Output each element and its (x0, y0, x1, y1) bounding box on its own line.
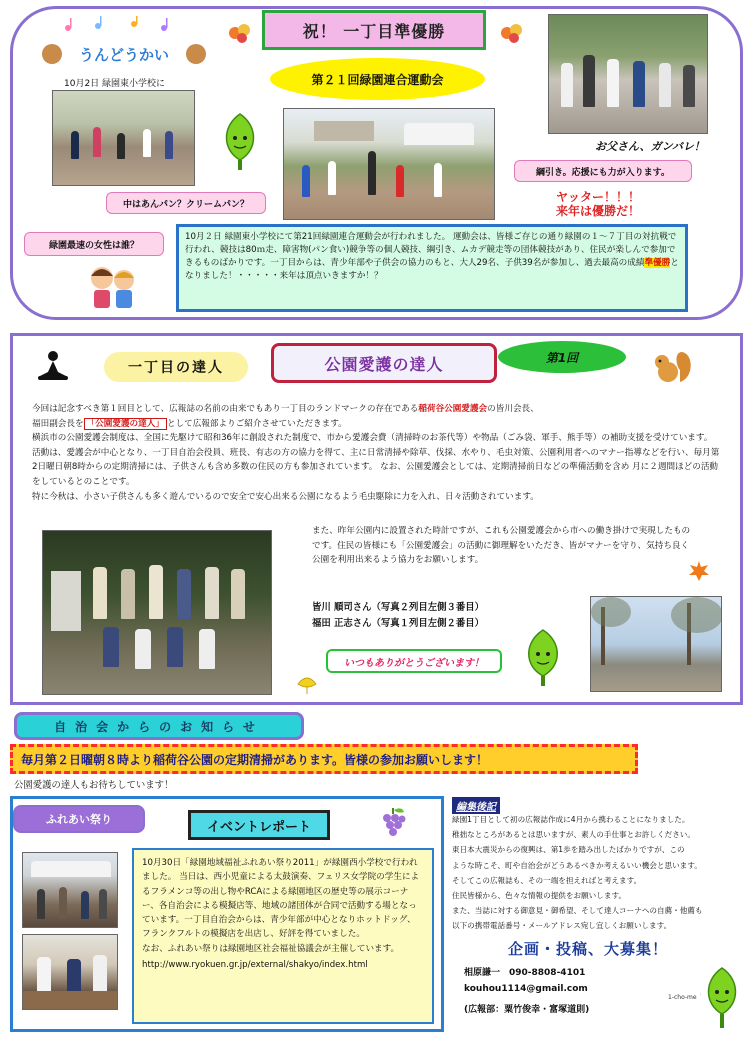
festival-url-link[interactable]: http://www.ryokuen.gr.jp/external/shakyo/index.html (142, 960, 368, 971)
contact-info (464, 966, 589, 1019)
editor-line: また、当誌に対する御意見・御希望、そして達人コーナへの自薦・他薦も (452, 906, 703, 916)
notice-subtext: 公園愛護の達人もお待ちしています！ (14, 780, 174, 791)
svg-text:うんどうかい: うんどうかい (78, 46, 170, 64)
cheer-exclamation (556, 190, 640, 218)
squirrel-icon (650, 348, 694, 386)
festival-tent-photo (22, 852, 118, 928)
system-paragraph: 横浜市の公園愛護会制度は、全国に先駆けて昭和36年に創設された制度で、市から愛護会費（清掃時のお茶代等）や物品（ごみ袋、軍手、熊手等）の補助支援を受けています。 (32, 433, 713, 444)
cheer-line-2: 来年は優勝だ！ (556, 204, 641, 218)
staff-names: (広報部：粟竹俊幸・富塚道則) (464, 1005, 590, 1015)
vice-chairman-name: 福田 正志さん（写真１列目左側２番目） (312, 618, 485, 629)
editors-note-title: 編集後記 (452, 797, 500, 814)
intro-text: の皆川会長、 (487, 404, 539, 414)
food-stall-photo (22, 934, 118, 1010)
tug-of-war-callout: 綱引き。応援にも力が入ります。 (514, 160, 692, 182)
leaf-mascot-icon (520, 628, 566, 688)
tug-of-war-photo (548, 14, 708, 134)
cheer-caption: お父さん、ガンバレ！ (595, 140, 705, 153)
leaf-mascot-icon (700, 966, 744, 1032)
intro-paragraph (32, 402, 722, 431)
autumn-paragraph: 特に今秋は、小さい子供さんも多く遊んでいるので安全で安心出来る公園になるよう毛虫駆除に力を入れ、日々活動されています。 (32, 491, 539, 502)
leaf-mascot-icon (218, 112, 262, 172)
mascot-label: 1-cho-me (668, 994, 697, 1001)
editor-line: そしてこの広報誌も、その一端を担えればと考えます。 (452, 875, 642, 885)
cleaning-notice: 毎月第２日曜朝８時より稲荷谷公園の定期清掃があります。皆様の参加お願いします！ (10, 744, 638, 774)
intro-text: 今回は記念すべき第１回目として、広報誌の名前の由来でもあり一丁目のランドマークの存在である (32, 404, 419, 414)
result-highlight: 準優勝 (644, 258, 671, 268)
festival-organizer-text: なお、ふれあい祭りは緑園地区社会福祉協議会が主催しています。 (142, 943, 400, 954)
issue-number-badge: 第1回 (498, 341, 626, 373)
editor-line: ような時こそ、町や自治会がどうあるべきか考えるいい機会と思います。 (452, 860, 702, 870)
clock-paragraph: また、昨年公園内に設置された時計ですが、これも公園愛護会から市への働き掛けで実現したものです。住民の皆様にも「公園愛護会」の活動に御理解をいただき、皆がマナーを守り、気持ち良く公園を利用出来るよう協力をお願いします。 (312, 526, 691, 566)
grapes-icon (378, 806, 408, 840)
fastest-woman-callout: 緑園最速の女性は誰？ (24, 232, 164, 256)
flower-decoration-icon (228, 22, 252, 44)
festival-text: 10月30日「緑園地域福祉ふれあい祭り2011」が緑園西小学校で行われました。 当日は、西小児童による太鼓演奏、フェリス女学院の学生によるフラメンコ等の出し物やRCAによる緑園地区の歴史等の展示コーナー、各自治会による模擬店等、地域の諸団体が合同で活動する場となっています。一丁目自治会からは、青少年部が中心となりホットドッグ、フランクフルトの模擬店を出店し、好評を得ていました。 (142, 858, 420, 940)
editor-line: 東日本大震災からの復興は、第1歩を踏み出したばかりですが、この (452, 845, 685, 855)
ginkgo-leaf-icon (296, 676, 318, 696)
report-text-end: となりました！・・・・・来年は頂点いきますか！？ (185, 258, 679, 281)
maple-leaf-icon (688, 560, 710, 582)
festival-label: ふれあい祭り (13, 805, 145, 833)
flower-decoration-icon (500, 22, 524, 44)
report-text: 10月２日 緑園東小学校にて第21回緑園連合運動会が行われました。 運動会は、皆様ご存じの通り緑園の１〜７丁目の対抗戦で行われ、競技は80ｍ走、障害物(パン食い)競争等の個人競技、綱引き、ムカデ競走等の団体競技があり、住民が楽しんで参加できるものばかりです。一丁目からは、青少年部や子供会の協力のもと、大人29名、子供39名が参加し、過去最高の成績 (185, 232, 677, 268)
sports-day-report (176, 224, 688, 312)
activity-paragraph: 活動は、愛護会が中心となり、一丁目自治会役員、班長、有志の方の協力を得て、主に日常清掃や除草、伐採、水やり、毛虫対策、公園利用者へのマナー指導などを行い、毎月第2日曜日朝8時からの定期清掃には、子供さんも含め多数の住民の方も参加されています。 なお、公園愛護会としては、定期清掃前日などの準備活動を含め 月に２週間ほどの活動をしているとのことです。 (32, 447, 720, 487)
master-label-highlight: 「公園愛護の達人」 (84, 418, 167, 430)
association-name: 稲荷谷公園愛護会 (418, 404, 488, 414)
notice-title: 自治会からのお知らせ (14, 712, 304, 740)
association-group-photo (42, 530, 272, 695)
children-mascot-icon (84, 262, 140, 312)
festival-report (132, 848, 434, 1024)
meditation-figure-icon (36, 350, 70, 384)
event-report-title: イベントレポート (188, 810, 330, 840)
editor-line: 緑園1丁目として初の広報誌作成に4月から携わることになりました。 (452, 815, 690, 824)
intro-text: 福田副会長を (32, 418, 84, 429)
park-master-title: 公園愛護の達人 (271, 343, 497, 383)
contact-email[interactable]: kouhou1114@gmail.com (464, 983, 588, 994)
recruit-heading: 企画・投稿、大募集！ (508, 940, 669, 958)
svg-text:1-cho-me (700, 991, 701, 998)
park-master-intro (32, 402, 722, 504)
bread-race-callout: 中はあんパン？クリームパン？ (106, 192, 266, 214)
member-names (312, 600, 484, 632)
editors-note-text (452, 812, 752, 934)
sports-ground-photo (283, 108, 495, 220)
cheer-line-1: ヤッター！！！ (556, 190, 641, 204)
race-photo (52, 90, 195, 186)
sports-day-logo (38, 16, 210, 70)
event-title: 第２１回緑園連合運動会 (270, 58, 485, 100)
contact-phone: 相原謙一 090-8808-4101 (464, 968, 586, 978)
editor-line: 住民皆様から、色々な情報の提供をお願いします。 (452, 891, 627, 901)
photo-caption: 10月2日 緑園東小学校に (64, 79, 166, 89)
thanks-callout: いつもありがとうございます！ (326, 649, 502, 673)
park-photo (590, 596, 722, 692)
runner-up-banner: 祝！ 一丁目準優勝 (262, 10, 486, 50)
master-corner-label: 一丁目の達人 (104, 352, 248, 382)
chairman-name: 皆川 順司さん（写真２列目左側３番目） (312, 602, 485, 613)
editor-line: 以下の携帯電話番号・メールアドレス宛し宜しくお願いします。 (452, 921, 672, 931)
intro-text: として広報部よりご紹介させていただきます。 (166, 418, 347, 429)
editor-line: 稚拙なところがあるとは思いますが、素人の手仕事とお許しください。 (452, 830, 695, 840)
